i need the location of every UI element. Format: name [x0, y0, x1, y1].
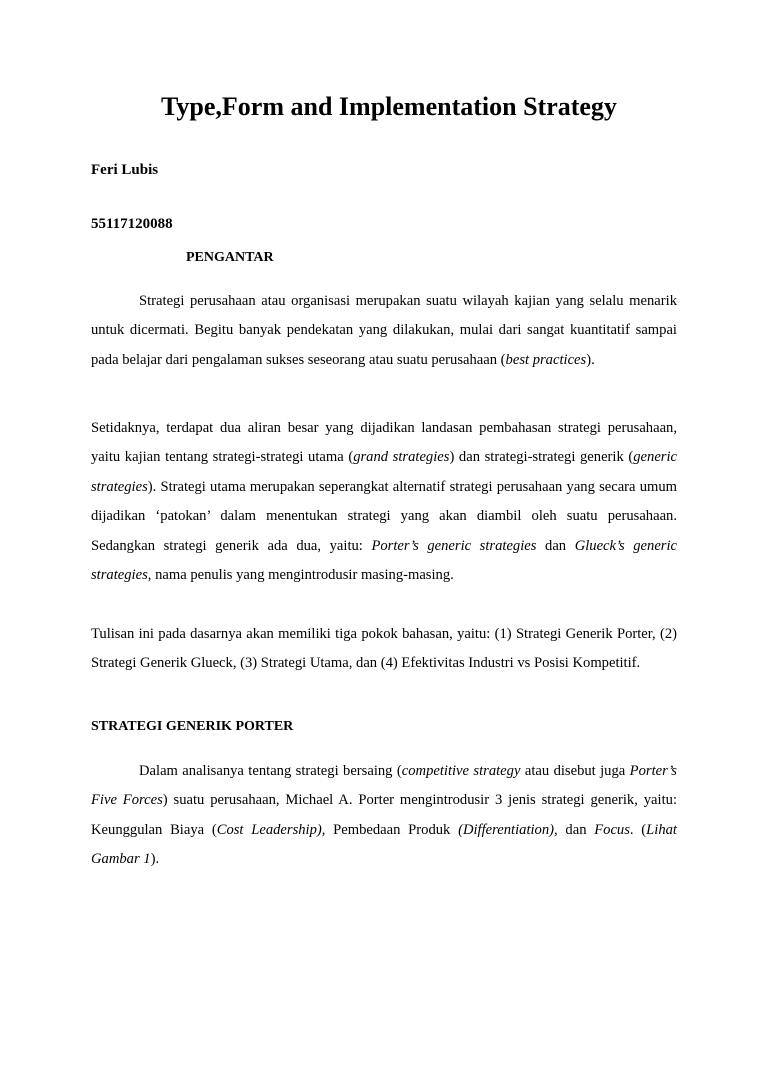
p3-text-1: Tulisan ini pada dasarnya akan memiliki tiga pokok bahasan, yaitu: (1) Strategi Generik Porter, (2) Strategi Generik Glueck, (3) Strategi Utama, dan (4) Efektivitas Industri vs Posisi Kompetitif. [91, 626, 677, 672]
p2-text-3: ). Strategi utama merupakan seperangkat alternatif strategi perusahaan yang secara umum dijadikan ‘patokan’ dalam menentukan strategi yang akan diambil oleh suatu perusahaan. Sedangkan strategi generik ada dua, yaitu: [91, 478, 677, 554]
intro-paragraph-2 [91, 414, 677, 590]
p2-text-5: , nama penulis yang mengintrodusir masing-masing. [147, 567, 454, 584]
p4-text-3: ) suatu perusahaan, Michael A. Porter mengintrodusir 3 jenis strategi generik, yaitu: Keunggulan Biaya ( [91, 792, 677, 838]
p4-italic-1: competitive strategy [401, 763, 521, 779]
document-title: Type,Form and Implementation Strategy [161, 92, 617, 121]
section-heading: STRATEGI GENERIK PORTER [91, 719, 294, 734]
p2-italic-4: Glueck’s generic strategies [91, 537, 678, 584]
p1-italic-1: best practices [505, 351, 587, 368]
p2-italic-3: Porter’s generic strategies [371, 537, 537, 554]
p1-text-2: ). [586, 351, 595, 368]
p2-text-2: ) dan strategi-strategi generik ( [449, 449, 634, 466]
p4-text-2: atau disebut juga [520, 763, 630, 779]
p4-text-5: dan [557, 821, 595, 838]
p2-italic-1: grand strategies [353, 449, 450, 466]
p1-text-1: Strategi perusahaan atau organisasi merupakan suatu wilayah kajian yang selalu menarik untuk dicermati. Begitu banyak pendekatan yang dilakukan, mulai dari sangat kuantitatif sampai pada belajar dari pengalaman sukses seseorang atau suatu perusahaan ( [91, 293, 677, 368]
p2-text-1: Setidaknya, terdapat dua aliran besar yang dijadikan landasan pembahasan strategi perusahaan, yaitu kajian tentang strategi-strategi utama ( [91, 420, 677, 466]
p4-text-4: Pembedaan Produk [325, 821, 459, 838]
p2-italic-2: generic strategies [91, 449, 678, 495]
p4-text-7: ). [150, 851, 160, 868]
p4-italic-6: Lihat Gambar 1 [91, 821, 677, 868]
p2-text-4: dan [536, 537, 575, 554]
intro-paragraph-3 [91, 620, 677, 679]
student-id: 55117120088 [91, 216, 173, 232]
intro-heading: PENGANTAR [186, 250, 274, 265]
p4-italic-3: Cost Leadership), [216, 821, 326, 838]
intro-paragraph-1 [91, 287, 677, 375]
p4-italic-5: Focus [594, 821, 630, 838]
p4-text-6: . ( [629, 821, 647, 838]
p4-text-1: Dalam analisanya tentang strategi bersaing ( [139, 763, 402, 779]
porter-paragraph-1 [91, 757, 677, 875]
p4-italic-2: Porter’s Five Forces [91, 763, 677, 809]
p4-italic-4: (Differentiation), [458, 821, 558, 838]
author-name: Feri Lubis [91, 162, 159, 178]
